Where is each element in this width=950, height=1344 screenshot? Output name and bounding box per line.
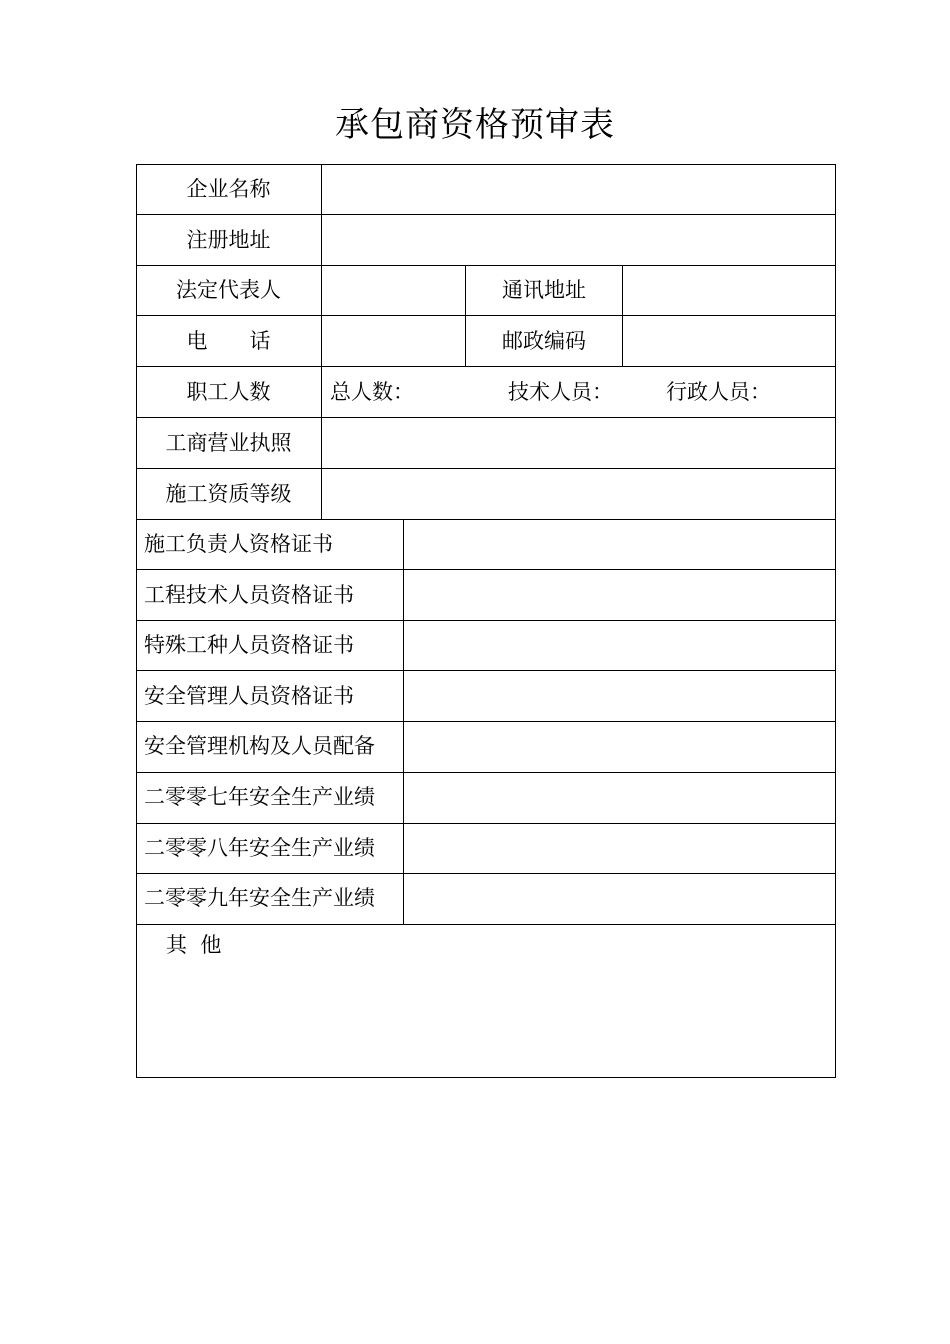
safety-2008-field[interactable] bbox=[404, 823, 835, 873]
special-work-cert-label: 特殊工种人员资格证书 bbox=[144, 633, 354, 657]
special-work-cert-field[interactable] bbox=[404, 620, 835, 670]
construction-leader-cert-field[interactable] bbox=[404, 519, 835, 569]
phone-label: 电 话 bbox=[186, 329, 271, 353]
legal-rep-field[interactable] bbox=[322, 265, 465, 315]
table-border-right bbox=[835, 164, 836, 1078]
safety-2007-field[interactable] bbox=[404, 772, 835, 822]
safety-2007-label: 二零零七年安全生产业绩 bbox=[144, 785, 375, 809]
company-name-label: 企业名称 bbox=[186, 177, 271, 201]
postcode-field[interactable] bbox=[623, 316, 835, 366]
construction-grade-field[interactable] bbox=[322, 469, 835, 519]
safety-2008-label: 二零零八年安全生产业绩 bbox=[144, 836, 375, 860]
phone-field[interactable] bbox=[322, 316, 465, 366]
construction-leader-cert-label: 施工负责人资格证书 bbox=[144, 532, 333, 556]
safety-org-staffing-label: 安全管理机构及人员配备 bbox=[144, 734, 375, 758]
other-field[interactable] bbox=[137, 970, 835, 1076]
safety-org-staffing-field[interactable] bbox=[404, 721, 835, 771]
registered-address-field[interactable] bbox=[322, 215, 835, 265]
business-license-label: 工商营业执照 bbox=[165, 431, 292, 455]
construction-grade-label: 施工资质等级 bbox=[165, 482, 292, 506]
other-label: 其 他 bbox=[166, 933, 222, 957]
technical-staff-label: 技术人员： bbox=[508, 380, 613, 404]
engineering-tech-cert-field[interactable] bbox=[404, 570, 835, 620]
mailing-address-field[interactable] bbox=[623, 265, 835, 315]
postcode-label: 邮政编码 bbox=[502, 329, 586, 353]
staff-count-label: 职工人数 bbox=[186, 380, 271, 404]
row-divider bbox=[136, 924, 836, 925]
company-name-field[interactable] bbox=[322, 164, 835, 214]
total-people-label: 总人数： bbox=[330, 380, 414, 404]
registered-address-label: 注册地址 bbox=[186, 228, 271, 252]
prequalification-form bbox=[136, 164, 836, 1078]
admin-staff-label: 行政人员： bbox=[666, 380, 771, 404]
safety-mgmt-cert-field[interactable] bbox=[404, 671, 835, 721]
engineering-tech-cert-label: 工程技术人员资格证书 bbox=[144, 583, 354, 607]
safety-2009-label: 二零零九年安全生产业绩 bbox=[144, 886, 375, 910]
mailing-address-label: 通讯地址 bbox=[502, 278, 586, 302]
legal-rep-label: 法定代表人 bbox=[176, 278, 281, 302]
page-title: 承包商资格预审表 bbox=[335, 105, 615, 145]
safety-2009-field[interactable] bbox=[404, 873, 835, 923]
business-license-field[interactable] bbox=[322, 418, 835, 468]
safety-mgmt-cert-label: 安全管理人员资格证书 bbox=[144, 684, 354, 708]
table-border-bottom bbox=[136, 1077, 836, 1078]
